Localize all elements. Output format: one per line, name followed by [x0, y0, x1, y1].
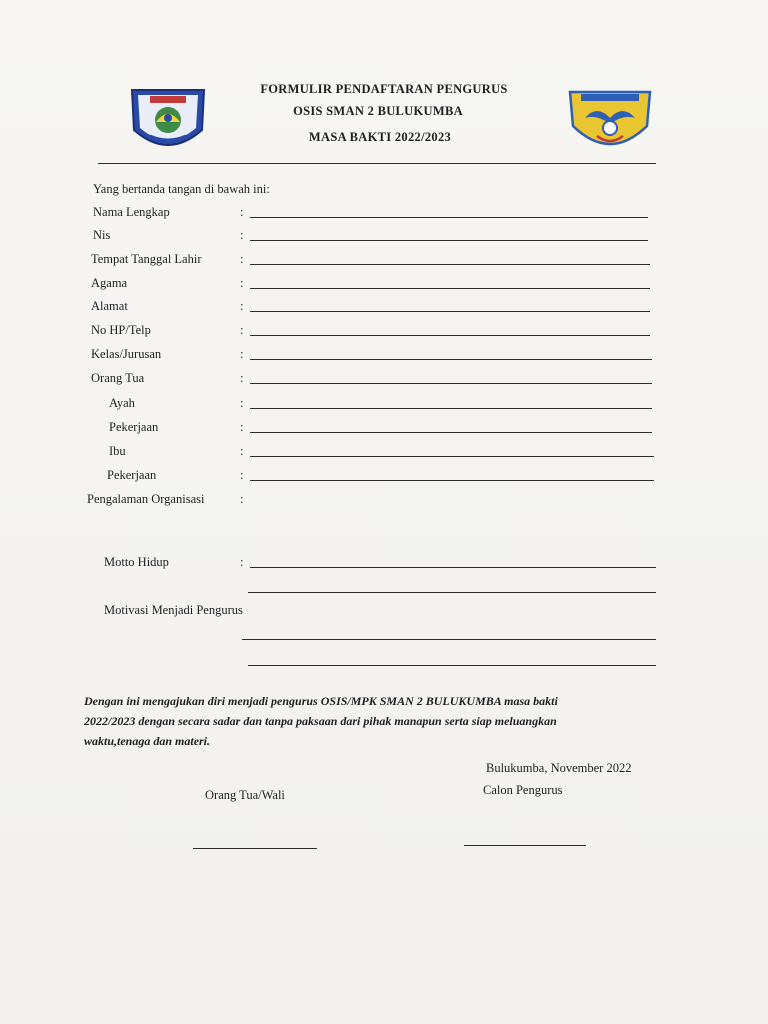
field-fill-line[interactable] [250, 217, 648, 218]
field-row [0, 299, 768, 317]
declaration-statement [84, 691, 684, 751]
field-colon: : [240, 299, 244, 313]
field-row [0, 323, 768, 341]
form-title: FORMULIR PENDAFTARAN PENGURUS [260, 82, 508, 96]
field-fill-line[interactable] [250, 456, 654, 457]
field-colon: : [240, 371, 244, 385]
field-fill-line[interactable] [250, 567, 656, 568]
field-colon: : [240, 347, 244, 361]
field-row [0, 396, 768, 414]
statement-line: waktu,tenaga dan materi. [84, 734, 211, 748]
parent-signature-line[interactable] [193, 848, 317, 849]
field-row [0, 252, 768, 270]
field-fill-line[interactable] [250, 240, 648, 241]
field-colon: : [240, 444, 244, 458]
field-row [0, 555, 768, 573]
field-label: Nama Lengkap [93, 205, 170, 219]
motto-fill-line[interactable] [248, 592, 656, 593]
field-label: Pekerjaan [107, 468, 157, 482]
osis-emblem-logo-icon [567, 88, 653, 156]
field-fill-line[interactable] [250, 408, 652, 409]
statement-line: Dengan ini mengajukan diri menjadi pengurus OSIS/MPK SMAN 2 BULUKUMBA masa bakti [84, 694, 558, 708]
field-colon: : [240, 396, 244, 410]
field-row [0, 205, 768, 223]
field-colon: : [240, 323, 244, 337]
field-label: Motto Hidup [104, 555, 169, 569]
field-label: Nis [93, 228, 111, 242]
statement-line: 2022/2023 dengan secara sadar dan tanpa paksaan dari pihak manapun serta siap meluangkan [84, 714, 557, 728]
term-period: MASA BAKTI 2022/2023 [308, 130, 452, 144]
motivation-fill-line[interactable] [248, 665, 656, 666]
parent-signature-label: Orang Tua/Wali [205, 788, 285, 802]
field-label: No HP/Telp [91, 323, 151, 337]
field-label: Kelas/Jurusan [91, 347, 162, 361]
field-label: Pekerjaan [109, 420, 159, 434]
field-colon: : [240, 252, 244, 266]
place-date: Bulukumba, November 2022 [486, 761, 632, 775]
field-label: Ayah [109, 396, 135, 410]
field-fill-line[interactable] [250, 264, 650, 265]
field-label: Ibu [109, 444, 126, 458]
field-colon: : [240, 205, 244, 219]
candidate-signature-label: Calon Pengurus [483, 783, 563, 797]
field-label: Pengalaman Organisasi [87, 492, 205, 506]
field-fill-line[interactable] [250, 288, 650, 289]
field-colon: : [240, 555, 244, 569]
field-colon: : [240, 420, 244, 434]
field-fill-line[interactable] [250, 335, 650, 336]
field-fill-line[interactable] [250, 383, 652, 384]
field-label: Motivasi Menjadi Pengurus [104, 603, 243, 617]
intro-text: Yang bertanda tangan di bawah ini: [93, 182, 270, 196]
field-row [0, 468, 768, 486]
field-row [0, 420, 768, 438]
field-label: Orang Tua [91, 371, 145, 385]
field-colon: : [240, 228, 244, 242]
field-label: Alamat [91, 299, 128, 313]
field-row [0, 492, 768, 510]
field-fill-line[interactable] [250, 359, 652, 360]
field-fill-line[interactable] [250, 432, 652, 433]
field-fill-line[interactable] [250, 311, 650, 312]
field-label: Tempat Tanggal Lahir [91, 252, 202, 266]
field-fill-line[interactable] [250, 480, 654, 481]
field-row [0, 444, 768, 462]
school-name: OSIS SMAN 2 BULUKUMBA [293, 104, 463, 118]
field-row [0, 276, 768, 294]
field-label: Agama [91, 276, 128, 290]
field-colon: : [240, 276, 244, 290]
field-row [0, 603, 768, 621]
field-row [0, 228, 768, 246]
field-row [0, 347, 768, 365]
motivation-fill-line[interactable] [242, 639, 656, 640]
field-colon: : [240, 492, 244, 506]
header-divider [98, 163, 656, 164]
field-colon: : [240, 468, 244, 482]
field-row [0, 371, 768, 389]
candidate-signature-line[interactable] [464, 845, 586, 846]
